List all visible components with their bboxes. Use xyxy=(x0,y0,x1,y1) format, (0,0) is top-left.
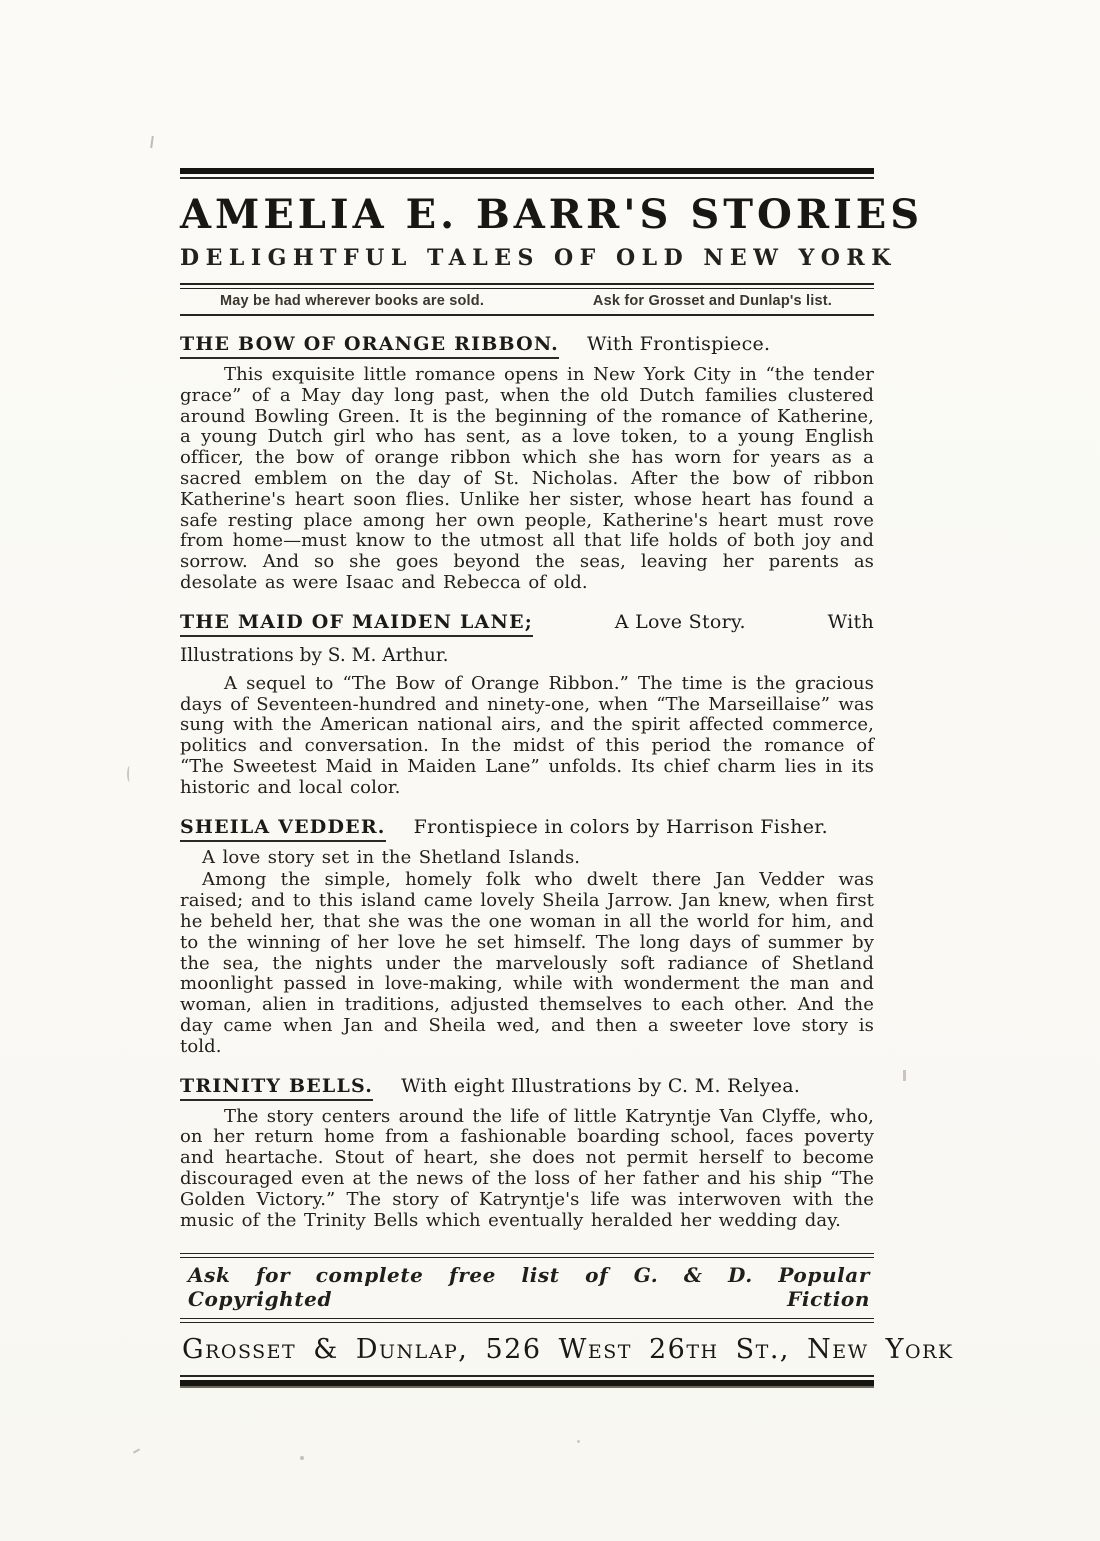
book-title: THE BOW OF ORANGE RIBBON. xyxy=(180,333,559,359)
book-title: THE MAID OF MAIDEN LANE; xyxy=(180,611,533,637)
book-description: A sequel to “The Bow of Orange Ribbon.” The time is the gracious days of Seventeen-hundred and ninety-one, when “The Marseillaise” was sung with the American national airs, and the spirit affected commerce, politics and conversation. In the midst of this period the romance of “The Sweetest Maid in Maiden Lane” unfolds. Its chief charm lies in its historic and local color. xyxy=(180,672,874,798)
book-subtitle-continued: With xyxy=(827,610,874,633)
book-subtitle: A Love Story. xyxy=(614,610,746,633)
section-the-maid-of-maiden-lane xyxy=(180,611,874,799)
top-border-rule xyxy=(180,168,874,179)
book-subtitle: With eight Illustrations by C. M. Relyea. xyxy=(401,1074,801,1097)
scan-artifact xyxy=(133,1448,140,1453)
scan-artifact xyxy=(150,136,154,148)
section-trinity-bells xyxy=(180,1075,874,1232)
page-title: AMELIA E. BARR'S STORIES xyxy=(180,191,924,238)
bottom-border-rule xyxy=(180,1380,874,1388)
scan-artifact xyxy=(577,1440,580,1443)
illustrator-credit: Illustrations by S. M. Arthur. xyxy=(180,644,449,666)
promo-line: Ask for complete free list of G. & D. Popular Copyrighted Fiction xyxy=(188,1263,870,1312)
publisher-line: Grosset & Dunlap, 526 West 26th St., New York xyxy=(182,1334,954,1366)
scan-artifact xyxy=(127,766,132,782)
book-description: Among the simple, homely folk who dwelt there Jan Vedder was raised; and to this island came lovely Sheila Jarrow. Jan knew, when first he beheld her, that she was the one woman in all the world for him, and to the winning of her love he set himself. The long days of summer by the sea, the nights under the marvelously soft radiance of Shetland moonlight passed in love-making, while with wonderment the man and woman, alien in traditions, adjusted themselves to each other. And the day came when Jan and Sheila wed, and then a sweeter love story is told. xyxy=(180,869,874,1057)
section-sheila-vedder xyxy=(180,816,874,1058)
book-subtitle: With Frontispiece. xyxy=(587,333,771,355)
availability-notice xyxy=(180,289,874,314)
page-subtitle: DELIGHTFUL TALES OF OLD NEW YORK xyxy=(180,245,897,271)
book-subtitle: Frontispiece in colors by Harrison Fisher. xyxy=(413,815,828,838)
book-title: SHEILA VEDDER. xyxy=(180,816,386,842)
notice-where-to-buy: May be had wherever books are sold. xyxy=(220,293,485,309)
footer-thin-rule xyxy=(180,1375,874,1377)
section-the-bow-of-orange-ribbon xyxy=(180,333,874,594)
page-content xyxy=(180,168,954,1388)
section-heading xyxy=(180,816,874,838)
notice-bottom-rule xyxy=(180,314,874,316)
book-description: This exquisite little romance opens in New York City in “the tender grace” of a May day long past, when the old Dutch families clustered around Bowling Green. It is the beginning of the romance of Katherine, a young Dutch girl who has sent, as a love token, to a young English officer, the bow of orange ribbon which she has worn for years as a sacred emblem on the day of St. Nicholas. After the bow of ribbon Katherine's heart soon flies. Unlike her sister, whose heart has found a safe resting place among her own people, Katherine's heart must rove from home—must know to the utmost all that life holds of both joy and sorrow. And so she goes beyond the seas, leaving her parents as desolate as were Isaac and Rebecca of old. xyxy=(180,364,874,593)
notice-ask-for-list: Ask for Grosset and Dunlap's list. xyxy=(592,293,832,309)
footer xyxy=(180,1253,954,1388)
section-heading xyxy=(180,1075,874,1097)
book-tagline: A love story set in the Shetland Islands. xyxy=(202,846,581,868)
book-title: TRINITY BELLS. xyxy=(180,1075,373,1101)
section-heading xyxy=(180,333,874,355)
section-heading xyxy=(180,611,874,637)
scan-artifact xyxy=(300,1456,304,1460)
scan-artifact xyxy=(903,1070,906,1081)
book-description: The story centers around the life of little Katryntje Van Clyffe, who, on her return home from a fashionable boarding school, faces poverty and heartache. Stout of heart, she does not permit herself to become discouraged even at the news of the loss of her father and his ship “The Golden Victory.” The story of Katryntje's life was interwoven with the music of the Trinity Bells which eventually heralded her wedding day. xyxy=(180,1105,874,1231)
